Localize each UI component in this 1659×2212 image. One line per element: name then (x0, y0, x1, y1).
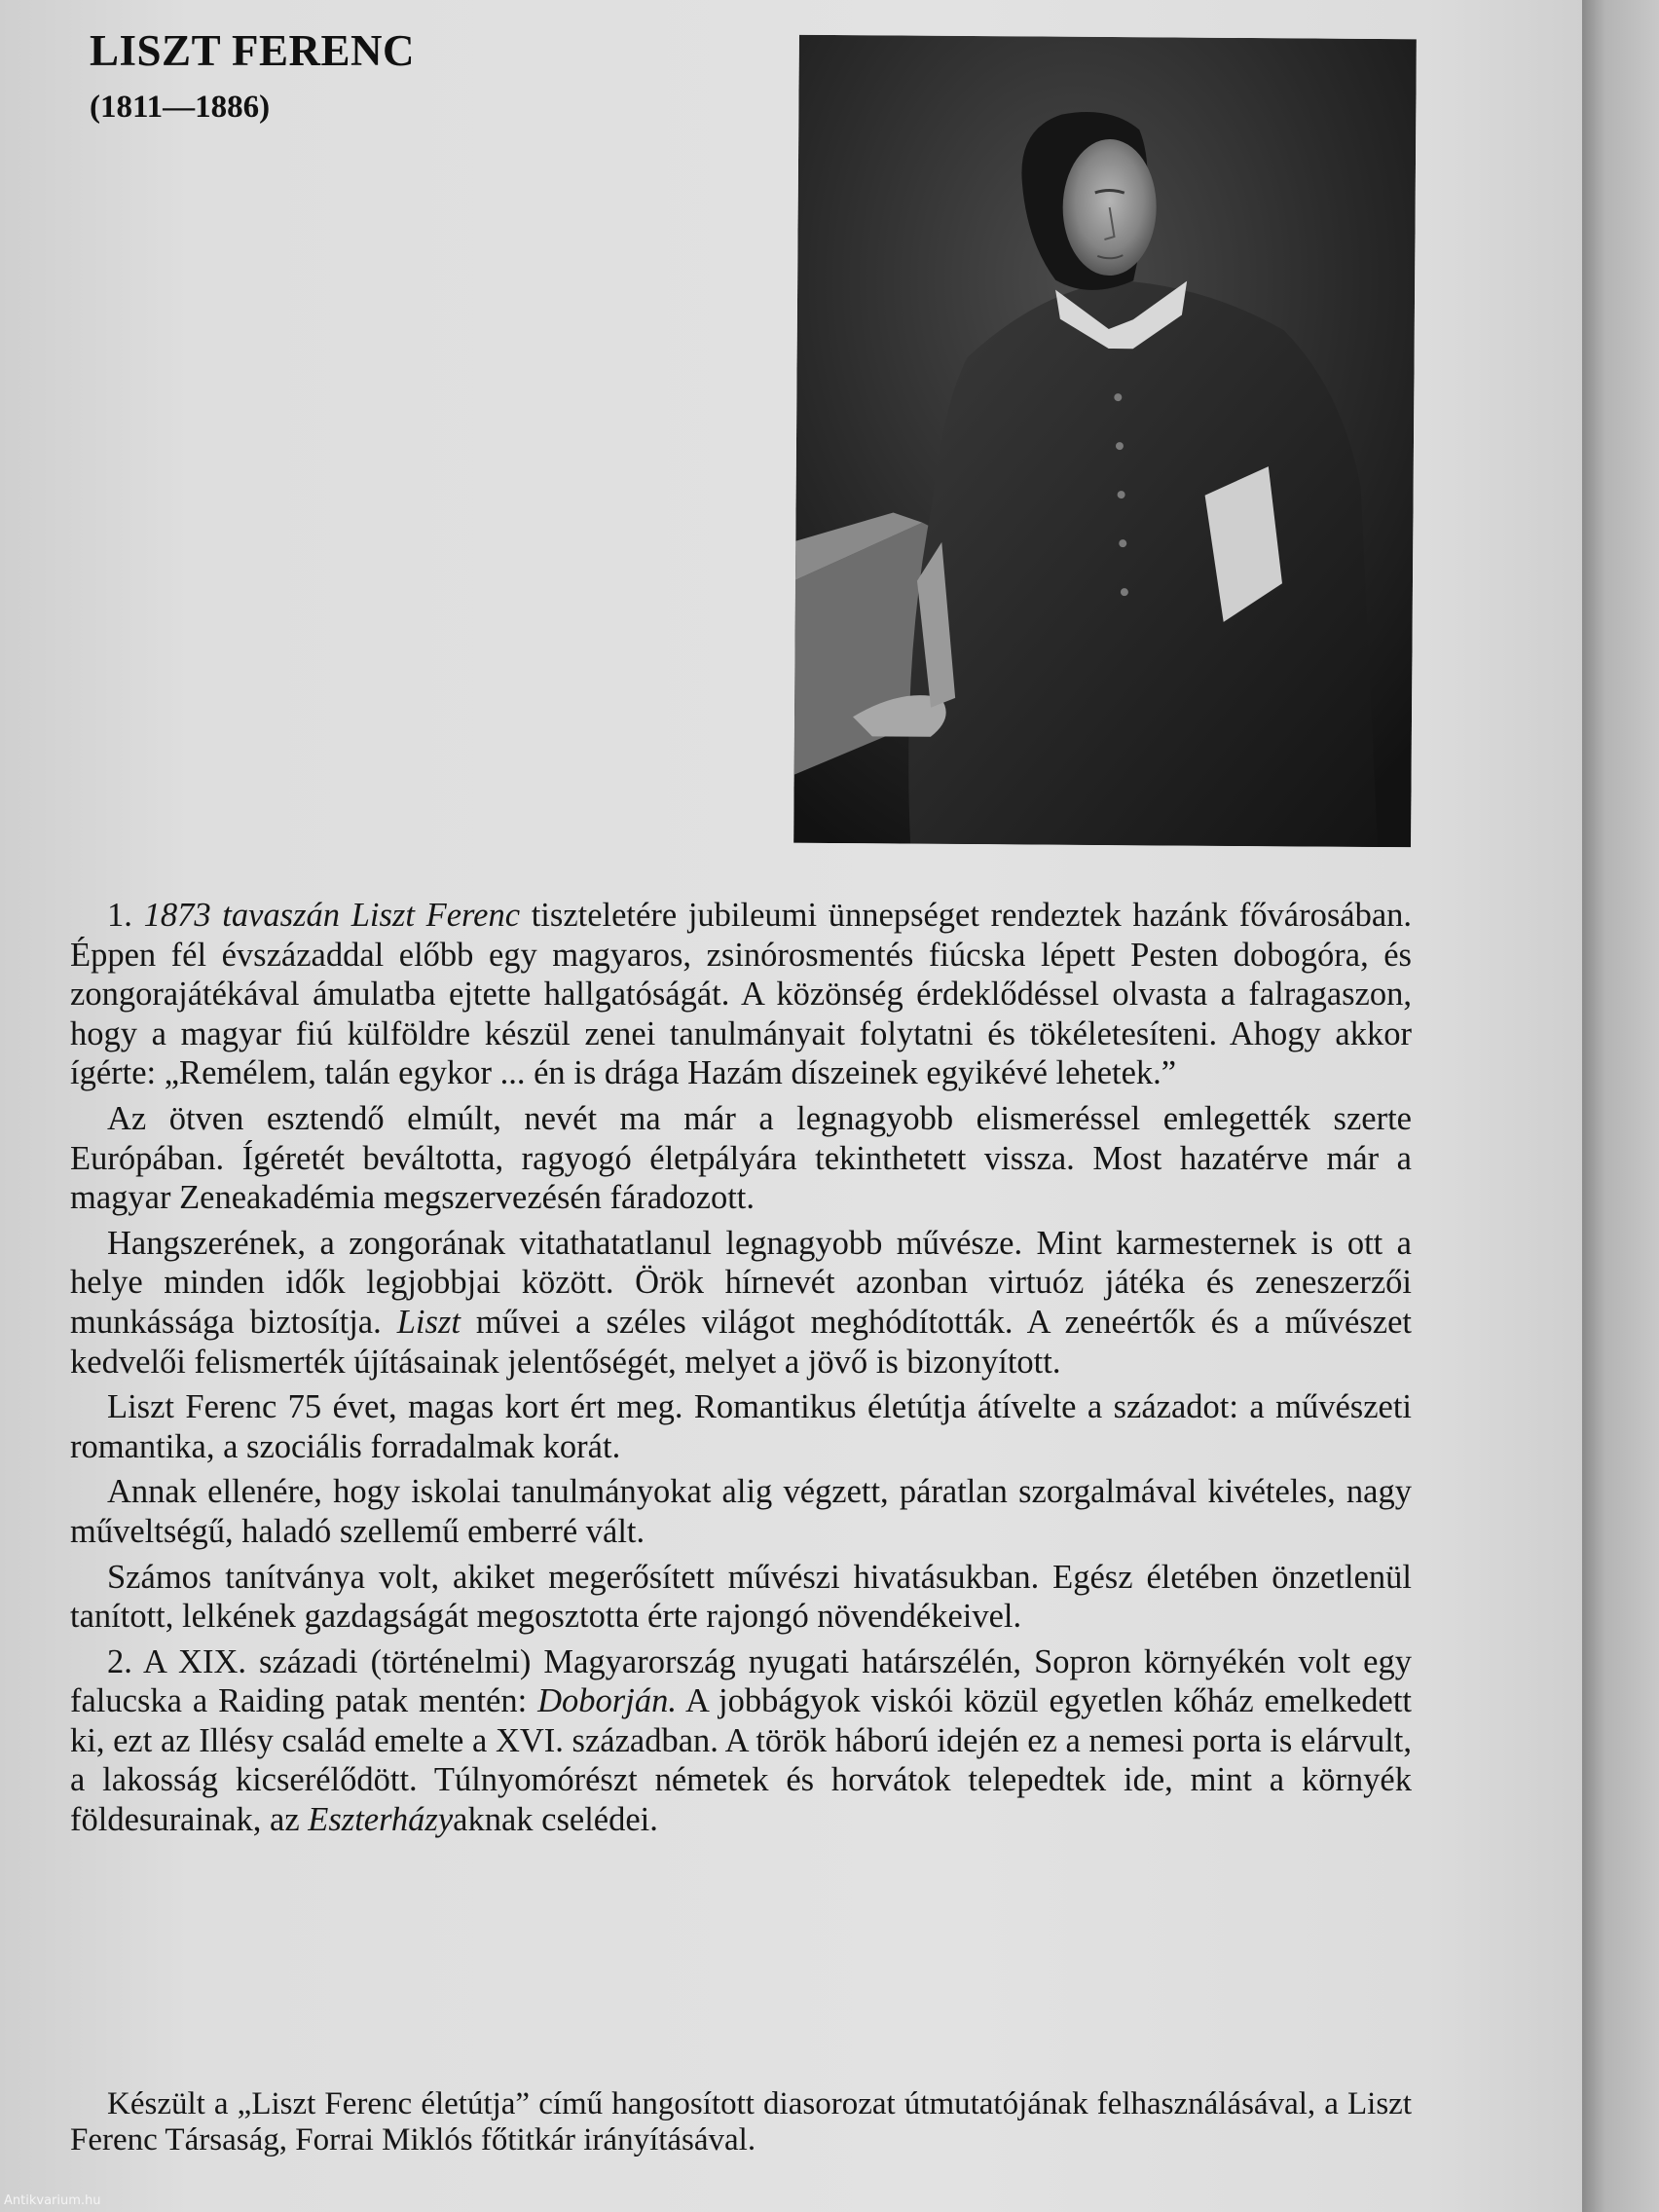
source-footnote: Készült a „Liszt Ferenc életútja” című hangosított diasorozat útmutatójának felhasználásával, a Liszt Ferenc Társaság, Forrai Miklós főtitkár irányításával. (70, 2086, 1412, 2157)
paragraph-7: 2. A XIX. századi (történelmi) Magyarország nyugati határszélén, Sopron környékén volt egy falucska a Raiding patak mentén: Doborján. A jobbágyok viskói közül egyetlen kőház emelkedett ki, ezt az Illésy család emelte a XVI. században. A török háború idején ez a nemesi porta is elárvult, a lakosság kicserélődött. Túlnyomórészt németek és horvátok telepedtek ide, mint a környék földesurainak, az Eszterházyaknak cselédei. (70, 1642, 1412, 1839)
paragraph-1: 1. 1873 tavaszán Liszt Ferenc tiszteletére jubileumi ünnepséget rendeztek hazánk fővárosában. Éppen fél évszázaddal előbb egy magyaros, zsinórosmentés fiúcska lépett Pesten dobogóra, és zongorajátékával ámulatba ejtette hallgatóságát. A közönség érdeklődéssel olvasta a falragaszon, hogy a magyar fiú külföldre készül zenei tanulmányait folytatni és tökéletesíteni. Ahogy akkor ígérte: „Remélem, talán egykor ... én is drága Hazám díszeinek egyikévé lehetek.” (70, 897, 1413, 1092)
liszt-portrait-image (793, 35, 1417, 847)
paragraph-3: Hangszerének, a zongorának vitathatatlanul legnagyobb művésze. Mint karmesternek is ott a helye minden idők legjobbjai között. Örök hírnevét azonban virtuóz játéka és zeneszerzői munkássága biztosítja. Liszt művei a széles világot meghódították. A zeneértők és a művészet kedvelői felismerték újításainak jelentőségét, melyet a jövő is bizonyított. (70, 1224, 1413, 1381)
article-body (70, 896, 1412, 1840)
page-title: LISZT FERENC (90, 26, 416, 75)
life-dates: (1811—1886) (90, 90, 271, 125)
paragraph-4: Liszt Ferenc 75 évet, magas kort ért meg. Romantikus életútja átívelte a századot: a művészeti romantika, a szociális forradalmak korát. (70, 1388, 1412, 1465)
paragraph-2: Az ötven esztendő elmúlt, nevét ma már a legnagyobb elismeréssel emlegették szerte Európában. Ígéretét beváltotta, ragyogó életpályára tekinthetett vissza. Most hazatérve már a magyar Zeneakadémia megszervezésén fáradozott. (70, 1099, 1412, 1217)
paragraph-5: Annak ellenére, hogy iskolai tanulmányokat alig végzett, páratlan szorgalmával kivételes, nagy műveltségű, haladó szellemű emberré vált. (70, 1473, 1412, 1550)
italic-lead: 1873 tavaszán Liszt Ferenc (143, 897, 521, 934)
coat (908, 279, 1382, 847)
watermark: Antikvarium.hu (4, 2194, 101, 2208)
paragraph-6: Számos tanítványa volt, akiket megerősített művészi hivatásukban. Egész életében önzetlenül tanított, lelkének gazdagságát megosztotta érte rajongó növendékeivel. (70, 1558, 1412, 1636)
page-binding-shadow (1582, 0, 1659, 2212)
